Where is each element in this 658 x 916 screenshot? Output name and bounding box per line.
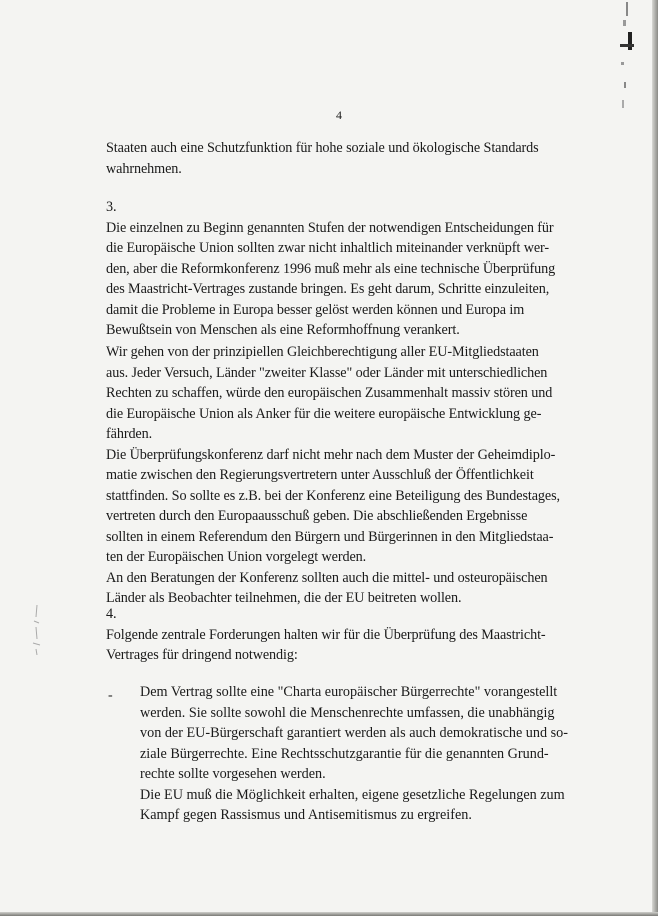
section-3-paragraph-2 xyxy=(106,342,576,609)
text-line: Folgende zentrale Forderungen halten wir für die Überprüfung des Maastricht- xyxy=(106,626,546,643)
text-line: An den Beratungen der Konferenz sollten auch die mittel- und osteuropäischen xyxy=(106,569,548,586)
section-number: 3. xyxy=(106,199,117,215)
text-line: werden. Sie sollte sowohl die Menschenrechte umfassen, die unabhängig xyxy=(140,704,555,721)
text-line: von der EU-Bürgerschaft garantiert werden als auch demokratische und so- xyxy=(140,725,568,741)
text-line: des Maastricht-Vertrages zustande bringen. Es geht darum, Schritte einzuleiten, xyxy=(106,281,550,297)
list-dash: - xyxy=(108,688,113,703)
text-line: den, aber die Reformkonferenz 1996 muß mehr als eine technische Überprüfung xyxy=(106,260,556,277)
text-line: sollten in einem Referendum den Bürgern und Bürgerinnen in den Mitgliedstaa- xyxy=(106,528,554,545)
section-number: 4. xyxy=(106,606,117,622)
text-line: Länder als Beobachter teilnehmen, die der EU beitreten wollen. xyxy=(106,590,462,606)
text-line: matie zwischen den Regierungsvertretern unter Ausschluß der Öffentlichkeit xyxy=(106,467,534,483)
section-3 xyxy=(106,197,576,341)
text-line: vertreten durch den Europaausschuß geben. Die abschließenden Ergebnisse xyxy=(106,508,528,524)
text-line: Die Überprüfungskonferenz darf nicht mehr nach dem Muster der Geheimdiplo- xyxy=(106,446,556,463)
text-line: aus. Jeder Versuch, Länder "zweiter Klasse" oder Länder mit unterschiedlichen xyxy=(106,364,548,381)
text-line: damit die Probleme in Europa besser gelöst werden können und Europa im xyxy=(106,301,525,318)
text-line: Bewußtsein von Menschen als eine Reformhoffnung verankert. xyxy=(106,322,460,338)
text-line: Vertrages für dringend notwendig: xyxy=(106,647,298,663)
text-line: Dem Vertrag sollte eine "Charta europäischer Bürgerrechte" vorangestellt xyxy=(140,684,558,700)
text-line: stattfinden. So sollte es z.B. bei der Konferenz eine Beteiligung des Bundestages, xyxy=(106,487,560,504)
paragraph-intro xyxy=(106,138,576,179)
page-number: 4 xyxy=(336,108,342,122)
text-line: Die einzelnen zu Beginn genannten Stufen der notwendigen Entscheidungen für xyxy=(106,219,554,236)
text-line: Rechten zu schaffen, würde den europäischen Zusammenhalt massiv stören und xyxy=(106,385,553,401)
text-line: wahrnehmen. xyxy=(106,160,182,177)
text-line: Staaten auch eine Schutzfunktion für hohe soziale und ökologische Standards xyxy=(106,140,539,156)
text-line: rechte sollte vorgesehen werden. xyxy=(140,766,326,782)
text-line: ten der Europäischen Union vorgelegt werden. xyxy=(106,549,367,565)
text-line: die Europäische Union als Anker für die weitere europäische Entwicklung ge- xyxy=(106,405,542,422)
text-line: Die EU muß die Möglichkeit erhalten, eigene gesetzliche Regelungen zum xyxy=(140,786,565,803)
scan-corner-marks xyxy=(618,0,638,120)
text-line: die Europäische Union sollten zwar nicht inhaltlich miteinander verknüpft wer- xyxy=(106,240,550,256)
text-line: Wir gehen von der prinzipiellen Gleichberechtigung aller EU-Mitgliedstaaten xyxy=(106,344,539,360)
text-line: Kampf gegen Rassismus und Antisemitismus zu ergreifen. xyxy=(140,807,472,823)
scan-bottom-edge xyxy=(0,912,658,916)
scan-right-edge xyxy=(652,0,658,916)
text-line: fährden. xyxy=(106,426,153,442)
list-item xyxy=(140,682,574,826)
text-line: ziale Bürgerrechte. Eine Rechtsschutzgarantie für die genannten Grund- xyxy=(140,745,549,762)
section-4 xyxy=(106,604,576,666)
scan-left-marks xyxy=(30,605,44,655)
